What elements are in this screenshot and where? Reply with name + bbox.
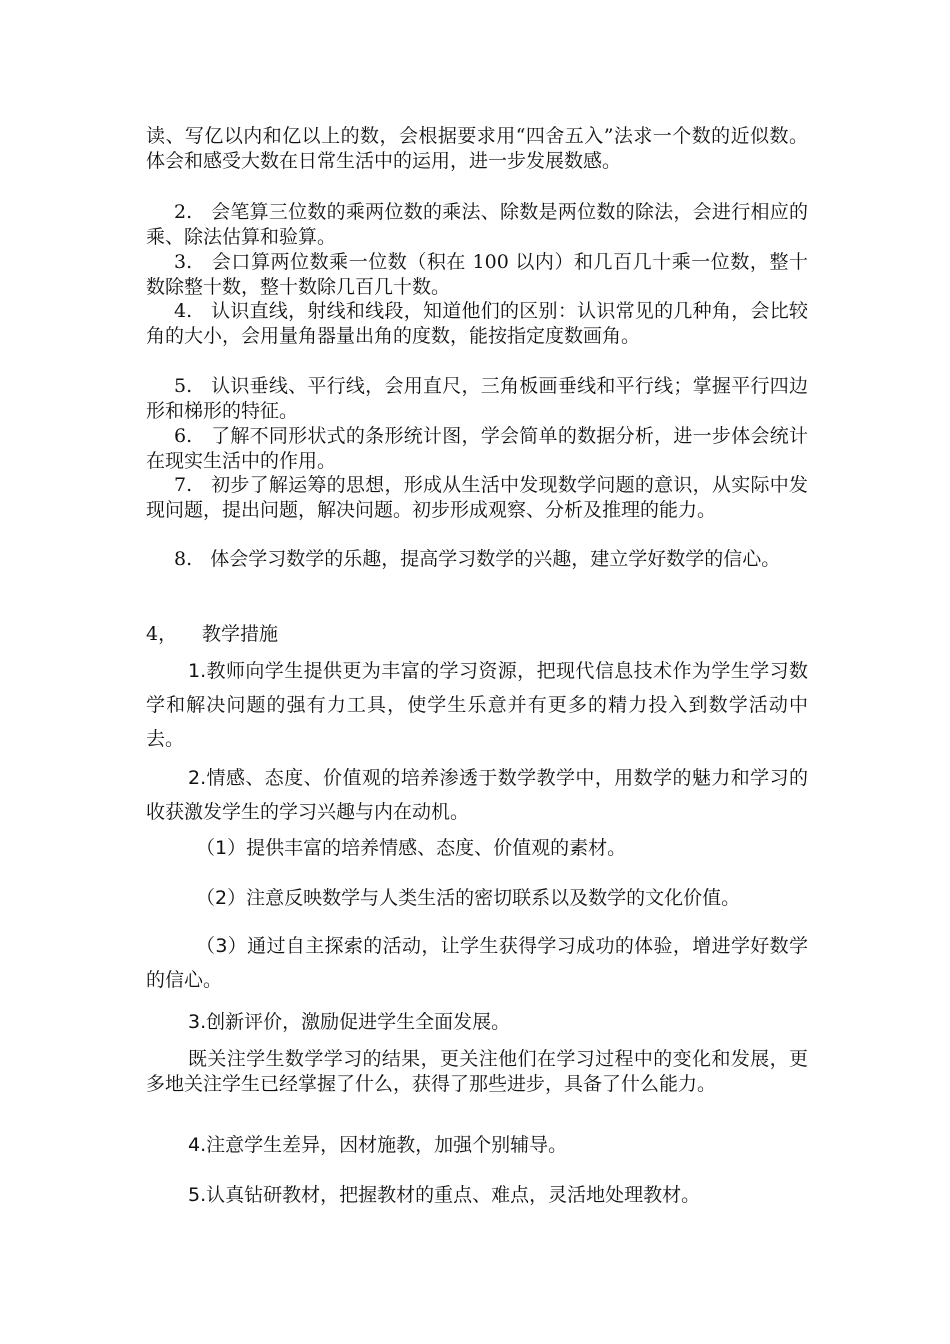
sub-item-number: （2） xyxy=(196,887,247,909)
measure-2 xyxy=(146,761,808,829)
goal-text: 会笔算三位数的乘两位数的乘法、除数是两位数的除法，会进行相应的乘、除法估算和验算。 xyxy=(146,201,808,248)
measure-4 xyxy=(146,1128,808,1162)
sub-item-number: （1） xyxy=(196,837,247,859)
goal-text: 体会学习数学的乐趣，提高学习数学的兴趣，建立学好数学的信心。 xyxy=(210,548,781,570)
measure-3 xyxy=(146,1005,808,1039)
goal-text: 认识垂线、平行线，会用直尺，三角板画垂线和平行线；掌握平行四边形和梯形的特征。 xyxy=(146,375,808,422)
goal-text: 认识直线，射线和线段，知道他们的区别：认识常见的几种角，会比较角的大小，会用量角器量出角的度数，能按指定度数画角。 xyxy=(146,300,808,347)
measure-number: 1. xyxy=(188,660,207,682)
measure-2-sub-1 xyxy=(146,831,808,865)
measure-text: 情感、态度、价值观的培养渗透于数学教学中，用数学的魅力和学习的收获激发学生的学习兴趣与内在动机。 xyxy=(146,767,808,823)
goal-1-continued: 读、写亿以内和亿以上的数，会根据要求用“四舍五入”法求一个数的近似数。体会和感受大数在日常生活中的运用，进一步发展数感。 xyxy=(146,125,808,172)
measure-text: 教师向学生提供更为丰富的学习资源，把现代信息技术作为学生学习数学和解决问题的强有力工具，使学生乐意并有更多的精力投入到数学活动中去。 xyxy=(146,660,808,750)
measure-2-sub-2 xyxy=(146,881,808,915)
section-title: 教学措施 xyxy=(202,623,279,645)
goal-item-2 xyxy=(146,200,808,249)
measure-number: 2. xyxy=(188,767,207,789)
goal-item-3 xyxy=(146,250,808,299)
goal-number: 3. xyxy=(174,251,193,273)
sub-item-text: 提供丰富的培养情感、态度、价值观的素材。 xyxy=(246,837,627,859)
sub-item-text: 注意反映数学与人类生活的密切联系以及数学的文化价值。 xyxy=(246,887,741,909)
measure-text: 注意学生差异，因材施教，加强个别辅导。 xyxy=(206,1134,568,1156)
goal-item-6 xyxy=(146,424,808,473)
measure-number: 3. xyxy=(188,1011,207,1033)
goal-number: 6. xyxy=(174,425,193,447)
measure-number: 5. xyxy=(188,1184,207,1206)
sub-item-text: 通过自主探索的活动，让学生获得学习成功的体验，增进学好数学的信心。 xyxy=(146,935,808,991)
measure-2-sub-3 xyxy=(146,929,808,997)
sub-item-number: （3） xyxy=(196,935,248,957)
goal-number: 4. xyxy=(174,300,193,322)
goal-item-8 xyxy=(146,547,808,572)
measure-3-detail: 既关注学生数学学习的结果，更关注他们在学习过程中的变化和发展，更多地关注学生已经掌握了什么，获得了那些进步，具备了什么能力。 xyxy=(146,1048,808,1095)
goal-number: 8. xyxy=(174,548,193,570)
goal-number: 2. xyxy=(174,201,193,223)
goal-text: 会口算两位数乘一位数（积在 100 以内）和几百几十乘一位数，整十数除整十数，整十数除几百几十数。 xyxy=(146,251,808,298)
section-number: 4， xyxy=(146,623,178,645)
measure-1 xyxy=(146,654,808,756)
section-heading xyxy=(146,620,278,648)
goal-number: 7. xyxy=(174,474,193,496)
goal-item-4 xyxy=(146,299,808,348)
measure-text: 认真钻研教材，把握教材的重点、难点，灵活地处理教材。 xyxy=(206,1184,701,1206)
goal-item-7 xyxy=(146,473,808,522)
goal-item-5 xyxy=(146,374,808,423)
measure-5 xyxy=(146,1178,808,1212)
measure-number: 4. xyxy=(188,1134,207,1156)
goal-text: 初步了解运筹的思想，形成从生活中发现数学问题的意识，从实际中发现问题，提出问题，解决问题。初步形成观察、分析及推理的能力。 xyxy=(146,474,808,521)
goal-number: 5. xyxy=(174,375,193,397)
measure-text: 创新评价，激励促进学生全面发展。 xyxy=(206,1011,511,1033)
goal-text: 了解不同形状式的条形统计图，学会简单的数据分析，进一步体会统计在现实生活中的作用。 xyxy=(146,425,808,472)
